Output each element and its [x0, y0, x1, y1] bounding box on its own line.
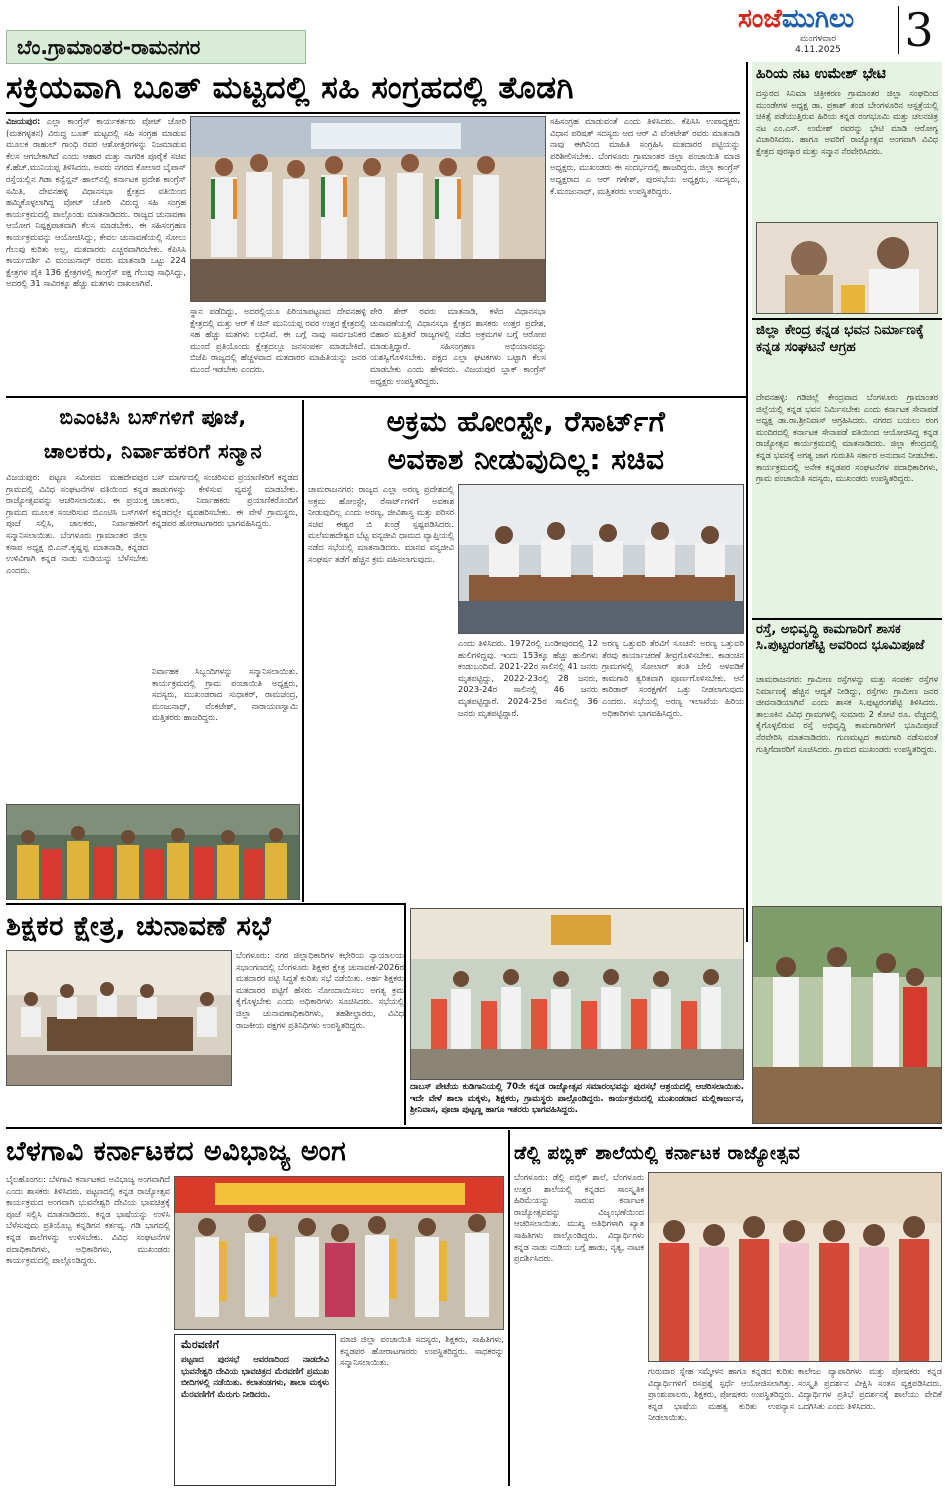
- divider: [6, 903, 404, 905]
- rajyotsava-photo-caption: ದಾಬಸ್ ಪೇಟೆಯ ಕುಡಿಗಾನಿಯಲ್ಲಿ 70ನೇ ಕನ್ನಡ ರಾಜ್ಯೋತ್ಸವ ಸಮಾರಂಭವನ್ನು ಪುರಸಭೆ ಆಶ್ರಯದಲ್ಲಿ ಆಚರಿಸಲಾಯಿತು. ಇದೇ ವೇಳೆ ಶಾಲಾ ಮಕ್ಕಳು, ಶಿಕ್ಷಕರು, ಗ್ರಾಮಸ್ಥರು ಪಾಲ್ಗೊಂಡಿದ್ದರು. ಕಾರ್ಯಕ್ರಮದಲ್ಲಿ ಮುಖಂಡರಾದ ಮಲ್ಲಿಕಾರ್ಜುನ, ಶ್ರೀನಿವಾಸ, ಪೂಜಾ ಪುಟ್ಟಣ್ಣ ಹಾಗೂ ಇತರರು ಭಾಗವಹಿಸಿದ್ದರು.: [410, 1082, 744, 1115]
- side1-headline: ಹಿರಿಯ ನಟ ಉಮೇಶ್ ಭೇಟಿ: [756, 66, 886, 82]
- story3-column-3: ಅರಣ್ಯ ಒತ್ತುವರಿ ತೆರವಿಗೆ ಸೂಚನೆ: ಅರಣ್ಯ ಒತ್ತುವರಿ ತೆರವು ಕಾರ್ಯಾಚರಣೆ ತೀವ್ರಗೊಳಿಸಬೇಕು. ಕಾಡಂಚಿನ ಗ್ರಾಮಗಳಲ್ಲಿ ಸೋಲಾರ್ ತಂತಿ ಬೇಲಿ ಅಳವಡಿಕೆ ಕಾಮಗಾರಿ ತ್ವರಿತವಾಗಿ ಪೂರ್ಣಗೊಳಿಸಬೇಕು. ಆನೆ ಕಾರಿಡಾರ್ ಸಂರಕ್ಷಣೆಗೆ ಒತ್ತು ನೀಡಲಾಗುವುದು ಎಂದರು. ಸಭೆಯಲ್ಲಿ ಅರಣ್ಯ ಇಲಾಖೆಯ ಹಿರಿಯ ಅಧಿಕಾರಿಗಳು ಭಾಗವಹಿಸಿದ್ದರು.: [602, 638, 744, 718]
- story3-column-1: ಚಾಮರಾಜನಗರ: ರಾಜ್ಯದ ಎಲ್ಲಾ ಅರಣ್ಯ ಪ್ರದೇಶದಲ್ಲಿ ಅಕ್ರಮ ಹೋಂಸ್ಟೇ, ರೆಸಾರ್ಟ್‌ಗಳಿಗೆ ಅವಕಾಶ ನೀಡುವುದಿಲ್ಲ ಎಂದು ಅರಣ್ಯ, ಜೀವಿಶಾಸ್ತ್ರ ಮತ್ತು ಪರಿಸರ ಸಚಿವ ಈಶ್ವರ ಬಿ ಖಂಡ್ರೆ ಸ್ಪಷ್ಟಪಡಿಸಿದರು. ಮಲೆಮಹದೇಶ್ವರ ಬೆಟ್ಟ ವನ್ಯಜೀವಿ ಧಾಮದ ವ್ಯಾಪ್ತಿಯಲ್ಲಿ ನಡೆದ ಸಭೆಯಲ್ಲಿ ಮಾತನಾಡಿದರು. ಮಾನವ ವನ್ಯಜೀವಿ ಸಂಘರ್ಷ ತಡೆಗೆ ಹೆಚ್ಚಿನ ಕ್ರಮ ವಹಿಸಲಾಗುವುದು.: [308, 484, 454, 564]
- procession-box-title: ಮೆರವಣಿಗೆ: [181, 1338, 219, 1351]
- belagavi-event-image: [175, 1177, 504, 1330]
- paper-logo: [738, 4, 898, 34]
- side1-photo: [756, 222, 938, 314]
- school-rajyotsava-image: [649, 1173, 942, 1362]
- divider: [898, 6, 899, 54]
- story6-column-1: ಬೆಂಗಳೂರು: ಡೆಲ್ಲಿ ಪಬ್ಲಿಕ್ ಶಾಲೆ, ಬೆಂಗಳೂರು ಉತ್ತರ ಶಾಲೆಯಲ್ಲಿ ಕನ್ನಡದ ಸಾಂಸ್ಕೃತಿಕ ಹಿರಿಮೆಯನ್ನು ಸಾರುವ ಕರ್ನಾಟಕ ರಾಜ್ಯೋತ್ಸವವನ್ನು ವಿಜೃಂಭಣೆಯಿಂದ ಆಚರಿಸಲಾಯಿತು. ಮುಖ್ಯ ಅತಿಥಿಗಳಾಗಿ ಖ್ಯಾತ ಸಾಹಿತಿಗಳು ಪಾಲ್ಗೊಂಡಿದ್ದರು. ವಿದ್ಯಾರ್ಥಿಗಳು ಕನ್ನಡ ನಾಡು ನುಡಿಯ ಬಗ್ಗೆ ಹಾಡು, ನೃತ್ಯ, ನಾಟಕ ಪ್ರದರ್ಶಿಸಿದರು.: [514, 1172, 644, 1264]
- story5-photo: [174, 1176, 504, 1330]
- procession-box: [174, 1334, 336, 1486]
- divider: [404, 903, 406, 1125]
- story5-headline: ಬೆಳಗಾವಿ ಕರ್ನಾಟಕದ ಅವಿಭಾಜ್ಯ ಅಂಗ: [6, 1136, 347, 1167]
- story6-column-3: ಕಾಲೇಜು ವ್ಯಾಪಾರಿಗಳು ಮತ್ತು ಪೋಷಕರು ಕನ್ನಡ ಸಂಸ್ಕೃತಿ ಪ್ರದರ್ಶನ ವೀಕ್ಷಿಸಿ ಸಂತಸ ವ್ಯಕ್ತಪಡಿಸಿದರು. ವಿದ್ಯಾರ್ಥಿಗಳ ಪ್ರತಿಭೆ ಪ್ರದರ್ಶನಕ್ಕೆ ಶಾಲೆಯು ವೇದಿಕೆ ಒದಗಿಸಿತು ಎಂದು ತಿಳಿಸಿದರು.: [798, 1366, 942, 1411]
- story1-headline: ಸಕ್ರಿಯವಾಗಿ ಬೂತ್ ಮಟ್ಟದಲ್ಲಿ ಸಹಿ ಸಂಗ್ರಹದಲ್ಲಿ ತೊಡಗಿ: [6, 70, 575, 106]
- story1-column-3: ಪೇರಿ ಶೇರ್ ರವರು ಮಾತನಾಡಿ, ಕಳೆದ ವಿಧಾನಸಭಾ ಚುನಾವಣೆಯಲ್ಲಿ ವಿಧಾನಸಭಾ ಕ್ಷೇತ್ರದ ಶಾಸಕರು ಉತ್ತರ ಪ್ರದೇಶ, ಬಿಹಾರ ಮತ್ತಿತರೆ ರಾಜ್ಯಗಳಲ್ಲಿ ನಡೆದ ಅಕ್ರಮಗಳ ಬಗ್ಗೆ ಆರೋಪ ಮಾಡುತ್ತಿದ್ದಾರೆ. ಸಹಿಸಂಗ್ರಹಣ ಅಭಿಯಾನವನ್ನು ಯಶಸ್ವಿಗೊಳಿಸಬೇಕು. ಪಕ್ಷದ ಎಲ್ಲಾ ಘಟಕಗಳು ಒಟ್ಟಾಗಿ ಕೆಲಸ ಮಾಡಬೇಕು ಎಂದು ಹೇಳಿದರು. ವಿಜಯಪುರ ಬ್ಲಾಕ್ ಕಾಂಗ್ರೆಸ್ ಅಧ್ಯಕ್ಷರು ಉಪಸ್ಥಿತರಿದ್ದರು.: [370, 306, 546, 386]
- paper-name-b: ಮುಗಿಲು: [781, 4, 855, 34]
- issue-date: 4.11.2025: [795, 45, 841, 55]
- meeting-photo-image: [459, 485, 744, 634]
- story1-column-1: [6, 116, 186, 392]
- side1-body: ದಸ್ತುರದ ಸಿನಿಮಾ ಚಿತ್ರೀಕರಣ ಗ್ರಾಮಾಂತರ ಜಿಲ್ಲಾ ಸಂಘದಿಂದ ಮುಂಡೇಗಳ ಅಧ್ಯಕ್ಷ ಡಾ. ಪ್ರಕಾಶ್ ತಂಡ ಬೇಂಗಳೂರಿನ ಆಸ್ಪತ್ರೆಯಲ್ಲಿ ಚಿಕಿತ್ಸೆ ಪಡೆಯುತ್ತಿರುವ ಹಿರಿಯ ಕನ್ನಡ ರಂಗಭೂಮಿ ಮತ್ತು ಚಲನಚಿತ್ರ ನಟ ಎಂ.ಎಸ್. ಉಮೇಶ್ ರವರನ್ನು ಭೇಟಿ ಮಾಡಿ ಆರೋಗ್ಯ ವಿಚಾರಿಸಿದರು. ಹಾಗೂ ಅವರಿಗೆ ರಾಜ್ಯೋತ್ಸವ ಅಂಗವಾಗಿ ವಿವಿಧ ಕ್ಷೇತ್ರದ ಪುರಸ್ಕಾರ ಮತ್ತು ಸನ್ಮಾನ ನೆರವೇರಿಸಿದರು.: [756, 88, 938, 156]
- side3-body: ಚಾಮರಾಜನಗರ: ಗ್ರಾಮೀಣ ರಸ್ತೆಗಳನ್ನು ಮತ್ತು ಸಂಪರ್ಕ ರಸ್ತೆಗಳ ನಿರ್ಮಾಣಕ್ಕೆ ಹೆಚ್ಚಿನ ಆದ್ಯತೆ ನೀಡಿದ್ದು, ರಸ್ತೆಗಳು ಗ್ರಾಮೀಣ ಜನರ ಜೀವನಾಡಿಯಾಗಿವೆ ಎಂದು ಶಾಸಕ ಸಿ.ಪುಟ್ಟರಂಗಶೆಟ್ಟಿ ತಿಳಿಸಿದರು. ತಾಲೂಕಿನ ವಿವಿಧ ಗ್ರಾಮಗಳಲ್ಲಿ ಸುಮಾರು 2 ಕೋಟಿ ರೂ. ವೆಚ್ಚದಲ್ಲಿ ಕೈಗೊಳ್ಳಲಿರುವ ರಸ್ತೆ ಅಭಿವೃದ್ಧಿ ಕಾಮಗಾರಿಗಳಿಗೆ ಭೂಮಿಪೂಜೆ ನೆರವೇರಿಸಿ ಮಾತನಾಡಿದರು. ಗುಣಮಟ್ಟದ ಕಾಮಗಾರಿ ನಡೆಸುವಂತೆ ಗುತ್ತಿಗೆದಾರರಿಗೆ ಸೂಚಿಸಿದರು. ಗ್ರಾಮದ ಮುಖಂಡರು ಉಪಸ್ಥಿತರಿದ್ದರು.: [756, 674, 938, 754]
- story2-headline-line1: ಬಿಎಂಟಿಸಿ ಬಸ್‌ಗಳಿಗೆ ಪೂಜೆ,: [59, 405, 247, 429]
- divider: [6, 396, 746, 398]
- story6-photo: [648, 1172, 942, 1362]
- story5-column-1: ಬೈಲಹೊಂಗಲ: ಬೆಳಗಾವಿ ಕರ್ನಾಟಕದ ಅವಿಭಾಜ್ಯ ಅಂಗವಾಗಿದೆ ಎಂದು ಶಾಸಕರು ತಿಳಿಸಿದರು. ಪಟ್ಟಣದಲ್ಲಿ ಕನ್ನಡ ರಾಜ್ಯೋತ್ಸವ ಕಾರ್ಯಕ್ರಮದ ಅಂಗವಾಗಿ ಭುವನೇಶ್ವರಿ ದೇವಿಯ ಭಾವಚಿತ್ರಕ್ಕೆ ಪೂಜೆ ಸಲ್ಲಿಸಿ ಮಾತನಾಡಿದರು. ಕನ್ನಡ ಭಾಷೆಯನ್ನು ಉಳಿಸಿ ಬೆಳೆಸುವುದು ಪ್ರತಿಯೊಬ್ಬ ಕನ್ನಡಿಗನ ಕರ್ತವ್ಯ. ಗಡಿ ಭಾಗದಲ್ಲಿ ಕನ್ನಡ ಶಾಲೆಗಳನ್ನು ಉಳಿಸಬೇಕು. ವಿವಿಧ ಸಂಘಟನೆಗಳ ಪದಾಧಿಕಾರಿಗಳು, ಅಧಿಕಾರಿಗಳು, ಮುಖಂಡರು ಕಾರ್ಯಕ್ರಮದಲ್ಲಿ ಪಾಲ್ಗೊಂಡಿದ್ದರು.: [6, 1174, 170, 1266]
- story3-photo: [458, 484, 744, 634]
- election-meeting-image: [7, 951, 232, 1086]
- masthead: [738, 4, 898, 56]
- story6-column-2: ಗುರುವಾರ ಸ್ನೇಹ ಸಮ್ಮೇಳನ ಹಾಗೂ ಕನ್ನಡದ ಕುರಿತು ವಿದ್ಯಾರ್ಥಿಗಳಿಗೆ ರಸಪ್ರಶ್ನೆ ಸ್ಪರ್ಧೆ ಆಯೋಜಿಸಲಾಗಿತ್ತು. ಪ್ರಾಂಶುಪಾಲರು, ಶಿಕ್ಷಕರು, ಪೋಷಕರು ಉಪಸ್ಥಿತರಿದ್ದರು. ಕನ್ನಡ ಭಾಷೆಯ ಮಹತ್ವ ಕುರಿತು ಉಪನ್ಯಾಸ ನೀಡಲಾಯಿತು.: [648, 1366, 794, 1423]
- story5-column-2: ಮಾಜಿ ಜಿಲ್ಲಾ ಪಂಚಾಯಿತಿ ಸದಸ್ಯರು, ಶಿಕ್ಷಕರು, ಸಾಹಿತಿಗಳು, ಕನ್ನಡಪರ ಹೋರಾಟಗಾರರು ಉಪಸ್ಥಿತರಿದ್ದರು. ಸಾಧಕರನ್ನು ಸನ್ಮಾನಿಸಲಾಯಿತು.: [340, 1334, 504, 1368]
- story3-headline-line2: ಅವಕಾಶ ನೀಡುವುದಿಲ್ಲ: ಸಚಿವ: [387, 443, 665, 476]
- story3-headline-line1: ಅಕ್ರಮ ಹೋಂಸ್ಟೇ, ರೆಸಾರ್ಟ್‌ಗೆ: [386, 405, 666, 438]
- story1-col1-text: ಎಲ್ಲಾ ಕಾಂಗ್ರೆಸ್ ಕಾರ್ಯಕರ್ತರು ವೋಟ್ ಚೋರಿ (ಮತಗಳ್ಳತನ) ವಿರುದ್ಧ ಬೂತ್ ಮಟ್ಟದಲ್ಲಿ ಸಹಿ ಸಂಗ್ರಹ ಮಾಡುವ ಮೂಲಕ ರಾಹುಲ್ ಗಾಂಧಿ ರವರ ಆಶೋತ್ತರಗಳನ್ನು ನಿಜಮಾಡುವ ಕೆಲಸ ಆಗಬೇಕಾಗಿದೆ ಎಂದು ಆಹಾರ ಮತ್ತು ನಾಗರಿಕ ಪೂರೈಕೆ ಸಚಿವ ಕೆ.ಹೆಚ್.ಮುನಿಯಪ್ಪ ತಿಳಿಸಿದರು. ಅವರು ನಗರದ ಕೋಲಾರ ಬೈಪಾಸ್ ರಸ್ತೆಯಲ್ಲಿನ ಗಿಡಾ ಕನ್ವೆನ್ಷನ್ ಹಾಲ್‌ನಲ್ಲಿ ಕರ್ನಾಟಕ ಪ್ರದೇಶ ಕಾಂಗ್ರೆಸ್ ಸಮಿತಿ, ದೇವನಹಳ್ಳಿ ವಿಧಾನಸಭಾ ಕ್ಷೇತ್ರದ ವತಿಯಿಂದ ಹಮ್ಮಿಕೊಳ್ಳಲಾಗಿದ್ದ ವೋಟ್ ಚೋರಿ ವಿರುದ್ಧ ಸಹಿ ಸಂಗ್ರಹ ಕಾರ್ಯಕ್ರಮದಲ್ಲಿ ಪಾಲ್ಗೊಂಡು ಮಾತನಾಡಿದರು. ರಾಜ್ಯದ ಚುನಾವಣಾ ಆಯೋಗ ನಿಷ್ಪಕ್ಷಪಾತವಾಗಿ ಕೆಲಸ ಮಾಡಬೇಕು. ಈ ಸಹಿಸಂಗ್ರಹಣ ಕಾರ್ಯಕ್ರಮವನ್ನು ಆಯೋಜಿಸಿದ್ದು, ಕೇವಲ ಚುನಾವಣೆಯಲ್ಲಿ ಸೋಲು ಗೆಲುವು ಕುರಿತು ಅಲ್ಲ, ಮತದಾರರು ಎಚ್ಚರವಾಗಿರಬೇಕು. ಕೆಪಿಸಿಸಿ ಕಾರ್ಯದರ್ಶಿ ವಿ ಮಂಜುನಾಥ್ ರವರು ಮಾತನಾಡಿ ಒಟ್ಟು 224 ಕ್ಷೇತ್ರಗಳ ಪೈಕಿ 136 ಕ್ಷೇತ್ರಗಳಲ್ಲಿ ಕಾಂಗ್ರೆಸ್ ಪಕ್ಷ ಗೆಲುವು ಸಾಧಿಸಿದ್ದು, ಅದರಲ್ಲಿ 31 ಸಾವಿರಕ್ಕೂ ಹೆಚ್ಚು ಮತಗಳು ದಾಖಲಾಗಿವೆ.: [6, 116, 186, 289]
- divider: [752, 618, 942, 620]
- side3-headline: ರಸ್ತೆ, ಅಭಿವೃದ್ಧಿ ಕಾಮಗಾರಿಗೆ ಶಾಸಕ ಸಿ.ಪುಟ್ಟರಂಗಶೆಟ್ಟಿ ಅವರಿಂದ ಭೂಮಿಪೂಜೆ: [756, 622, 925, 654]
- side2-body: ದೇವನಹಳ್ಳಿ: ಗಡಿಜಿಲ್ಲೆ ಕೇಂದ್ರವಾದ ಬೆಂಗಳೂರು ಗ್ರಾಮಾಂತರ ಜಿಲ್ಲೆಯಲ್ಲಿ ಕನ್ನಡ ಭವನ ನಿರ್ಮಿಸಬೇಕು ಎಂದು ಕರ್ನಾಟಕ ಸೇನಾಪಡೆ ಅಧ್ಯಕ್ಷ ಡಾ.ರಾ.ಶ್ರೀನಿವಾಸ್ ಆಗ್ರಹಿಸಿದರು. ನಗರದ ಬಯಲು ರಂಗ ಮಂದಿರದಲ್ಲಿ ಕರ್ನಾಟಕ ಸೇನಾಪಡೆ ವತಿಯಿಂದ ಆಯೋಜಿಸಿದ್ದ ಕನ್ನಡ ರಾಜ್ಯೋತ್ಸವ ಕಾರ್ಯಕ್ರಮದಲ್ಲಿ ಮಾತನಾಡಿದರು. ಜಿಲ್ಲಾ ಕೇಂದ್ರದಲ್ಲಿ ಕನ್ನಡ ಭವನಕ್ಕೆ ಅಗತ್ಯ ಜಾಗ ಗುರುತಿಸಿ ಸರ್ಕಾರ ಅನುದಾನ ನೀಡಬೇಕು. ಕಾರ್ಯಕ್ರಮದಲ್ಲಿ ಅನೇಕ ಕನ್ನಡಪರ ಸಂಘಟನೆಗಳ ಪದಾಧಿಕಾರಿಗಳು, ಗ್ರಾಮ ಪಂಚಾಯಿತಿ ಸದಸ್ಯರು, ಮುಖಂಡರು ಉಪಸ್ಥಿತರಿದ್ದರು.: [756, 392, 938, 484]
- story1-column-4: ಸಹಿಸಂಗ್ರಹ ಮಾಡುವಂತೆ ಎಂದು ತಿಳಿಸಿದರು. ಕೆಪಿಸಿಸಿ ಉಪಾಧ್ಯಕ್ಷರು ವಿಧಾನ ಪರಿಷತ್ ಸದಸ್ಯರು ಆದ ಆರ್ ವಿ ವೆಂಕಟೇಶ್ ರವರು ಮಾತನಾಡಿ ನಾವು ಈಗಿನಿಂದ ಮಾಹಿತಿ ಸಂಗ್ರಹಿಸಿ ಮತದಾರರ ಪಟ್ಟಿಯನ್ನು ಪರಿಶೀಲಿಸಬೇಕು. ಬೆಂಗಳೂರು ಗ್ರಾಮಾಂತರ ಜಿಲ್ಲಾ ಪಂಚಾಯಿತಿ ಮಾಜಿ ಅಧ್ಯಕ್ಷರು, ಮುಖಂಡರು ಈ ಸಂದರ್ಭದಲ್ಲಿ ಹಾಜರಿದ್ದರು. ಜಿಲ್ಲಾ ಕಾಂಗ್ರೆಸ್ ಅಧ್ಯಕ್ಷರಾದ ಎ ಆರ್ ಗಣೇಶ್, ಪುರಸಭೆಯ ಅಧ್ಯಕ್ಷರು, ಸದಸ್ಯರು, ಕೆ.ಮಂಜುನಾಥ್, ಮತ್ತಿತರರು ಉಪಸ್ಥಿತರಿದ್ದರು.: [550, 116, 740, 196]
- story2-column-3: ನಿರ್ವಾಹಕ ಸಿಬ್ಬಂದಿಗಳನ್ನು ಸನ್ಮಾನಿಸಲಾಯಿತು. ಕಾರ್ಯಕ್ರಮದಲ್ಲಿ ಗ್ರಾಮ ಪಂಚಾಯಿತಿ ಅಧ್ಯಕ್ಷರು, ಸದಸ್ಯರು, ಮುಖಂಡರಾದ ಸುಧಾಕರ್, ರಾಮಚಂದ್ರ, ಮಂಜುನಾಥ್, ವೆಂಕಟೇಶ್, ನಾರಾಯಣಸ್ವಾಮಿ ಮತ್ತಿತರರು ಹಾಜರಿದ್ದರು.: [152, 666, 298, 723]
- paper-name-a: ಸಂಜೆ: [738, 4, 782, 34]
- side2-headline: ಜಿಲ್ಲಾ ಕೇಂದ್ರ ಕನ್ನಡ ಭವನ ನಿರ್ಮಾಣಕ್ಕೆ ಕನ್ನಡ ಸಂಘಟನೆ ಆಗ್ರಹ: [756, 322, 924, 355]
- divider: [302, 400, 304, 902]
- story2-column-1: ವಿಜಯಪುರ: ಪಟ್ಟಣ ಸಮೀಪದ ಮಹದೇವಪುರ ಗ್ರಾಮದಲ್ಲಿ ವಿವಿಧ ಸಂಘಟನೆಗಳ ವತಿಯಿಂದ ಕನ್ನಡ ರಾಜ್ಯೋತ್ಸವವನ್ನು ಆಚರಿಸಲಾಯಿತು. ಈ ಪ್ರಯುಕ್ತ ಗ್ರಾಮದ ಮೂಲಕ ಸಂಚರಿಸುವ ಬಿಎಂಟಿಸಿ ಬಸ್‌ಗಳಿಗೆ ಪೂಜೆ ಸಲ್ಲಿಸಿ, ಚಾಲಕರು, ನಿರ್ವಾಹಕರಿಗೆ ಸನ್ಮಾನಿಸಲಾಯಿತು. ಬೆಂಗಳೂರು ಗ್ರಾಮಾಂತರ ಜಿಲ್ಲಾ ಕಸಾಪ ಅಧ್ಯಕ್ಷ ಬಿ.ಎನ್.ಕೃಷ್ಣಪ್ಪ ಮಾತನಾಡಿ, ಕನ್ನಡದ ಉಳಿವಿಗಾಗಿ ಕನ್ನಡ ನಾಡು ನುಡಿಯನ್ನು ಬೆಳೆಸಬೇಕು ಎಂದರು.: [6, 472, 148, 575]
- section-tag: ಬೆಂ.ಗ್ರಾಮಾಂತರ-ರಾಮನಗರ: [6, 30, 306, 64]
- divider: [746, 62, 748, 942]
- procession-box-body: ಪಟ್ಟಣದ ಪುರಸಭೆ ಆವರಣದಿಂದ ನಾಡದೇವಿ ಭುವನೇಶ್ವರಿ ದೇವಿಯ ಭಾವಚಿತ್ರದ ಮೆರವಣಿಗೆ ಪ್ರಮುಖ ಬೀದಿಗಳಲ್ಲಿ ನಡೆಯಿತು. ಕಲಾತಂಡಗಳು, ಶಾಲಾ ಮಕ್ಕಳು ಮೆರವಣಿಗೆಗೆ ಮೆರುಗು ನೀಡಿದರು.: [181, 1354, 329, 1399]
- story3-column-2: ಎಂದು ತಿಳಿಸಿದರು. 1972ರಲ್ಲಿ ಬಂಡೀಪುರದಲ್ಲಿ 12 ಹುಲಿಗಳಿದ್ದವು. ಇಂದು 153ಕ್ಕೂ ಹೆಚ್ಚು ಹುಲಿಗಳು ಕಂಡುಬಂದಿವೆ. 2021-22ರ ಸಾಲಿನಲ್ಲಿ 41 ಜನರು ಮೃತಪಟ್ಟಿದ್ದು, 2022-23ರಲ್ಲಿ 28 ಜನರು, 2023-24ರ ಸಾಲಿನಲ್ಲಿ 46 ಜನರು ಮೃತಪಟ್ಟಿದ್ದಾರೆ. 2024-25ರ ಸಾಲಿನಲ್ಲಿ 36 ಜನರು ಮೃತಪಟ್ಟಿದ್ದಾರೆ.: [458, 638, 598, 718]
- story4-photo: [6, 950, 232, 1086]
- bhoomipooja-photo: [752, 906, 942, 1124]
- story2-headline-line2: ಚಾಲಕರು, ನಿರ್ವಾಹಕರಿಗೆ ಸನ್ಮಾನ: [43, 439, 263, 463]
- divider: [6, 1127, 942, 1129]
- divider: [508, 1130, 510, 1486]
- page-number: 3: [904, 3, 934, 57]
- rajyotsava-photo: [410, 908, 744, 1080]
- story4-body: ಬೆಂಗಳೂರು: ನಗರ ಜಿಲ್ಲಾಧಿಕಾರಿಗಳ ಕಛೇರಿಯ ನ್ಯಾಯಾಲಯ ಸಭಾಂಗಣದಲ್ಲಿ ಬೆಂಗಳೂರು ಶಿಕ್ಷಕರ ಕ್ಷೇತ್ರ ಚುನಾವಣೆ-2026ರ ಮತದಾರರ ಪಟ್ಟಿ ಸಿದ್ಧತೆ ಕುರಿತು ಸಭೆ ನಡೆಯಿತು. ಅರ್ಹ ಶಿಕ್ಷಕರು ಮತದಾರರ ಪಟ್ಟಿಗೆ ಹೆಸರು ನೋಂದಾಯಿಸಲು ಅಗತ್ಯ ಕ್ರಮ ಕೈಗೊಳ್ಳಬೇಕು ಎಂದು ಅಧಿಕಾರಿಗಳು ಸೂಚಿಸಿದರು. ಸಭೆಯಲ್ಲಿ ಜಿಲ್ಲಾ ಚುನಾವಣಾಧಿಕಾರಿಗಳು, ತಹಶೀಲ್ದಾರರು, ವಿವಿಧ ರಾಜಕೀಯ ಪಕ್ಷಗಳ ಪ್ರತಿನಿಧಿಗಳು ಉಪಸ್ಥಿತರಿದ್ದರು.: [236, 950, 404, 1030]
- story1-column-2: ಸ್ಥಾನ ಪಡೆದಿದ್ದು, ಅದರಲ್ಲಿಯೂ ಪಿರಿಯಾಪಟ್ಟಣದ ದೇವನಹಳ್ಳಿ ಕ್ಷೇತ್ರದಲ್ಲಿ ಮತ್ತು ಆರ್ ಕೆ ಚಿನ್ ಮುನಿಯಪ್ಪ ರವರ ಉತ್ತರ ಕ್ಷೇತ್ರದಲ್ಲಿ ಸಹ ಹೆಚ್ಚು ಮತಗಳು ಲಭಿಸಿವೆ. ಈ ಬಗ್ಗೆ ನಾವು ಸಾರ್ವಜನಿಕರ ಮುಂದೆ ಪ್ರತಿಯೊಂದು ಕ್ಷೇತ್ರದಲ್ಲೂ ಜನಸಂಪರ್ಕ ಮಾಡಬೇಕಿದೆ. ಬಿಜೆಪಿ ರಾಜ್ಯದಲ್ಲಿ ಹೆಚ್ಚಳವಾದ ಮತದಾರರ ಮಾಹಿತಿಯನ್ನು ಜನರ ಮುಂದೆ ಇಡಬೇಕು ಎಂದರು.: [190, 306, 366, 374]
- story2-column-2: ಬಸ್ ಮಾರ್ಗದಲ್ಲಿ ಸಂಚರಿಸುವ ಪ್ರಯಾಣಿಕರಿಗೆ ಕನ್ನಡದ ಹಾಡುಗಳನ್ನು ಕೇಳಿಸುವ ವ್ಯವಸ್ಥೆ ಮಾಡಬೇಕು. ಚಾಲಕರು, ನಿರ್ವಾಹಕರು ಪ್ರಯಾಣಿಕರೊಂದಿಗೆ ಕನ್ನಡದಲ್ಲೇ ವ್ಯವಹರಿಸಬೇಕು. ಈ ವೇಳೆ ಗ್ರಾಮಸ್ಥರು, ಕನ್ನಡಪರ ಹೋರಾಟಗಾರರು ಭಾಗವಹಿಸಿದ್ದರು.: [152, 472, 298, 529]
- ground-breaking-image: [753, 907, 942, 1124]
- story4-headline: ಶಿಕ್ಷಕರ ಕ್ಷೇತ್ರ, ಚುನಾವಣೆ ಸಭೆ: [6, 911, 272, 942]
- issue-weekday: ಮಂಗಳವಾರ: [799, 34, 837, 44]
- school-celebration-image: [411, 909, 744, 1080]
- group-photo-image: [191, 117, 546, 302]
- hospital-visit-image: [757, 223, 938, 314]
- story6-headline: ಡೆಲ್ಲಿ ಪಬ್ಲಿಕ್ ಶಾಲೆಯಲ್ಲಿ ಕರ್ನಾಟಕ ರಾಜ್ಯೋತ್ಸವ: [514, 1143, 801, 1164]
- divider: [6, 112, 740, 114]
- bus-pooja-image: [7, 805, 300, 900]
- story1-dateline: ವಿಜಯಪುರ:: [6, 116, 41, 126]
- story2-photo: [6, 804, 300, 900]
- story1-photo: [190, 116, 546, 302]
- divider: [752, 318, 942, 320]
